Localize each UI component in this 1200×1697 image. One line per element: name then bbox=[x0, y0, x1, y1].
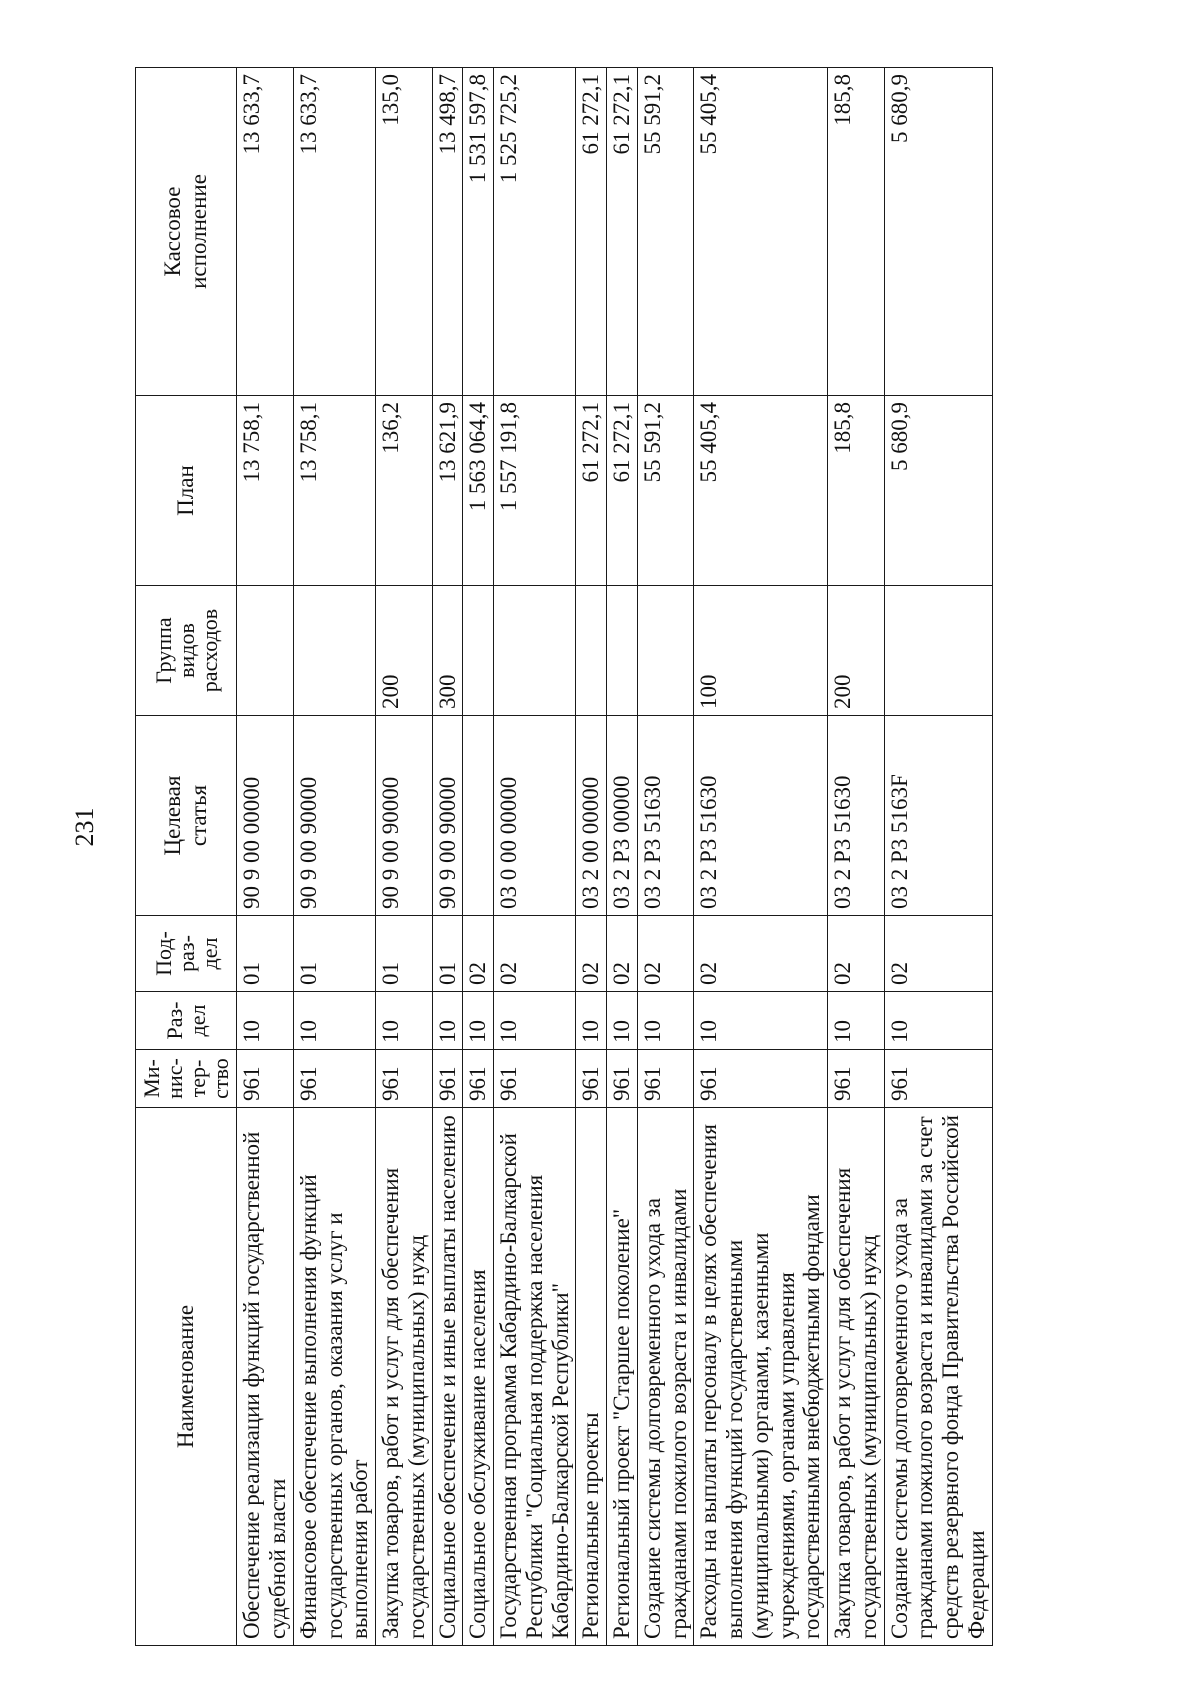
cell-target-article: 03 2 P3 51630 bbox=[694, 716, 828, 916]
cell-subsection: 02 bbox=[694, 916, 828, 992]
cell-target-article: 03 2 00 00000 bbox=[576, 716, 607, 916]
cell-subsection: 02 bbox=[637, 916, 694, 992]
table-row bbox=[576, 68, 607, 1646]
cell-ministry: 961 bbox=[494, 1050, 576, 1108]
cell-name: Социальное обслуживание населения bbox=[463, 1108, 494, 1646]
cell-name: Создание системы долговременного ухода за гражданами пожилого возраста и инвалидами bbox=[637, 1108, 694, 1646]
cell-plan: 1 557 191,8 bbox=[494, 396, 576, 586]
cell-subsection: 02 bbox=[463, 916, 494, 992]
table-row bbox=[293, 68, 375, 1646]
cell-section: 10 bbox=[637, 992, 694, 1050]
cell-section: 10 bbox=[828, 992, 885, 1050]
table-row bbox=[607, 68, 638, 1646]
cell-execution: 55 405,4 bbox=[694, 68, 828, 396]
cell-target-article bbox=[463, 716, 494, 916]
cell-execution: 13 498,7 bbox=[432, 68, 463, 396]
cell-name: Государственная программа Кабардино-Балкарской Республики "Социальная поддержка населения Кабардино-Балкарской Республики" bbox=[494, 1108, 576, 1646]
cell-ministry: 961 bbox=[828, 1050, 885, 1108]
cell-target-article: 03 2 P3 51630 bbox=[828, 716, 885, 916]
cell-plan: 185,8 bbox=[828, 396, 885, 586]
cell-subsection: 02 bbox=[494, 916, 576, 992]
cell-expense-group bbox=[576, 586, 607, 716]
cell-ministry: 961 bbox=[637, 1050, 694, 1108]
cell-subsection: 01 bbox=[432, 916, 463, 992]
cell-expense-group bbox=[494, 586, 576, 716]
cell-ministry: 961 bbox=[607, 1050, 638, 1108]
cell-expense-group: 300 bbox=[432, 586, 463, 716]
table-row bbox=[432, 68, 463, 1646]
cell-section: 10 bbox=[432, 992, 463, 1050]
page-number: 231 bbox=[70, 807, 99, 847]
header-section: Раз- дел bbox=[136, 992, 237, 1050]
budget-table-container bbox=[135, 68, 1145, 1646]
cell-subsection: 02 bbox=[576, 916, 607, 992]
cell-ministry: 961 bbox=[694, 1050, 828, 1108]
cell-execution: 135,0 bbox=[376, 68, 433, 396]
cell-section: 10 bbox=[694, 992, 828, 1050]
header-expense-group: Группа видов расходов bbox=[136, 586, 237, 716]
cell-plan: 13 758,1 bbox=[293, 396, 375, 586]
cell-section: 10 bbox=[237, 992, 294, 1050]
cell-expense-group bbox=[607, 586, 638, 716]
cell-plan: 55 591,2 bbox=[637, 396, 694, 586]
header-plan: План bbox=[136, 396, 237, 586]
cell-target-article: 90 9 00 90000 bbox=[293, 716, 375, 916]
cell-plan: 61 272,1 bbox=[607, 396, 638, 586]
cell-execution: 13 633,7 bbox=[237, 68, 294, 396]
cell-plan: 136,2 bbox=[376, 396, 433, 586]
cell-execution: 55 591,2 bbox=[637, 68, 694, 396]
cell-ministry: 961 bbox=[293, 1050, 375, 1108]
cell-ministry: 961 bbox=[237, 1050, 294, 1108]
cell-name: Закупка товаров, работ и услуг для обеспечения государственных (муниципальных) нужд bbox=[376, 1108, 433, 1646]
table-header-row bbox=[136, 68, 237, 1646]
cell-target-article: 90 9 00 90000 bbox=[376, 716, 433, 916]
table-row bbox=[376, 68, 433, 1646]
cell-name: Финансовое обеспечение выполнения функций государственных органов, оказания услуг и выполнения работ bbox=[293, 1108, 375, 1646]
cell-subsection: 01 bbox=[293, 916, 375, 992]
cell-target-article: 03 2 P3 51630 bbox=[637, 716, 694, 916]
cell-name: Закупка товаров, работ и услуг для обеспечения государственных (муниципальных) нужд bbox=[828, 1108, 885, 1646]
table-row bbox=[494, 68, 576, 1646]
table-row bbox=[637, 68, 694, 1646]
cell-subsection: 01 bbox=[237, 916, 294, 992]
cell-section: 10 bbox=[607, 992, 638, 1050]
cell-plan: 13 621,9 bbox=[432, 396, 463, 586]
cell-ministry: 961 bbox=[463, 1050, 494, 1108]
cell-name: Социальное обеспечение и иные выплаты населению bbox=[432, 1108, 463, 1646]
cell-section: 10 bbox=[376, 992, 433, 1050]
cell-subsection: 02 bbox=[884, 916, 992, 992]
cell-target-article: 90 9 00 00000 bbox=[237, 716, 294, 916]
cell-name: Создание системы долговременного ухода за гражданами пожилого возраста и инвалидами за счет средств резервного фонда Правительства Российской Федерации bbox=[884, 1108, 992, 1646]
cell-plan: 55 405,4 bbox=[694, 396, 828, 586]
cell-name: Обеспечение реализации функций государственной судебной власти bbox=[237, 1108, 294, 1646]
cell-subsection: 01 bbox=[376, 916, 433, 992]
cell-ministry: 961 bbox=[376, 1050, 433, 1108]
cell-execution: 13 633,7 bbox=[293, 68, 375, 396]
cell-section: 10 bbox=[293, 992, 375, 1050]
cell-expense-group: 200 bbox=[828, 586, 885, 716]
cell-section: 10 bbox=[494, 992, 576, 1050]
cell-plan: 1 563 064,4 bbox=[463, 396, 494, 586]
cell-ministry: 961 bbox=[576, 1050, 607, 1108]
cell-execution: 61 272,1 bbox=[607, 68, 638, 396]
table-row bbox=[237, 68, 294, 1646]
cell-subsection: 02 bbox=[607, 916, 638, 992]
header-ministry: Ми- нис- тер- ство bbox=[136, 1050, 237, 1108]
cell-execution: 1 531 597,8 bbox=[463, 68, 494, 396]
cell-execution: 5 680,9 bbox=[884, 68, 992, 396]
cell-plan: 13 758,1 bbox=[237, 396, 294, 586]
cell-ministry: 961 bbox=[432, 1050, 463, 1108]
header-execution: Кассовое исполнение bbox=[136, 68, 237, 396]
cell-execution: 1 525 725,2 bbox=[494, 68, 576, 396]
cell-expense-group bbox=[637, 586, 694, 716]
cell-target-article: 03 2 P3 00000 bbox=[607, 716, 638, 916]
cell-ministry: 961 bbox=[884, 1050, 992, 1108]
table-row bbox=[828, 68, 885, 1646]
cell-execution: 185,8 bbox=[828, 68, 885, 396]
cell-plan: 61 272,1 bbox=[576, 396, 607, 586]
cell-expense-group bbox=[237, 586, 294, 716]
cell-target-article: 03 2 P3 5163F bbox=[884, 716, 992, 916]
cell-name: Региональные проекты bbox=[576, 1108, 607, 1646]
cell-section: 10 bbox=[884, 992, 992, 1050]
cell-execution: 61 272,1 bbox=[576, 68, 607, 396]
cell-expense-group: 200 bbox=[376, 586, 433, 716]
cell-name: Расходы на выплаты персоналу в целях обеспечения выполнения функций государственными (муниципальными) органами, казенными учреждениями, органами управления государственными внебюджетными фондами bbox=[694, 1108, 828, 1646]
cell-plan: 5 680,9 bbox=[884, 396, 992, 586]
header-target-article: Целевая статья bbox=[136, 716, 237, 916]
cell-expense-group bbox=[884, 586, 992, 716]
cell-expense-group bbox=[293, 586, 375, 716]
cell-subsection: 02 bbox=[828, 916, 885, 992]
cell-expense-group bbox=[463, 586, 494, 716]
cell-target-article: 90 9 00 90000 bbox=[432, 716, 463, 916]
table-row bbox=[884, 68, 992, 1646]
cell-expense-group: 100 bbox=[694, 586, 828, 716]
cell-section: 10 bbox=[463, 992, 494, 1050]
budget-table bbox=[135, 67, 993, 1646]
cell-name: Региональный проект "Старшее поколение" bbox=[607, 1108, 638, 1646]
header-subsection: Под- раз- дел bbox=[136, 916, 237, 992]
table-body bbox=[237, 68, 992, 1646]
table-row bbox=[463, 68, 494, 1646]
cell-section: 10 bbox=[576, 992, 607, 1050]
table-row bbox=[694, 68, 828, 1646]
header-name: Наименование bbox=[136, 1108, 237, 1646]
cell-target-article: 03 0 00 00000 bbox=[494, 716, 576, 916]
